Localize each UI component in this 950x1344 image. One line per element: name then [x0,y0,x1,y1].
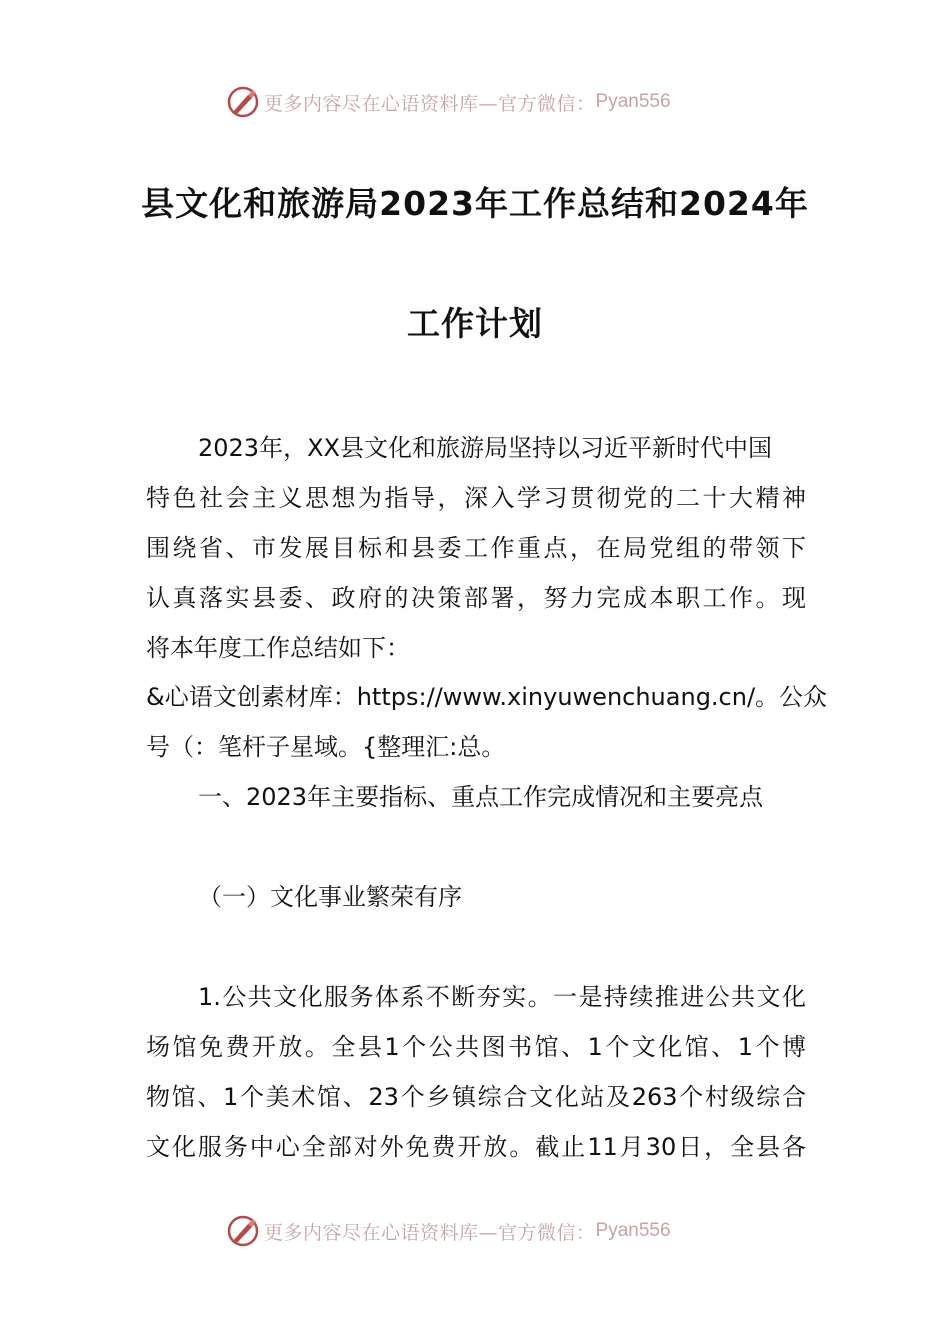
paragraph-line: 场馆免费开放。全县1个公共图书馆、1个文化馆、1个博 [146,1033,806,1061]
paragraph-line: 1.公共文化服务体系不断夯实。一是持续推进公共文化 [198,983,806,1011]
paragraph-line: 将本年度工作总结如下： [146,634,410,662]
subsection-heading: （一）文化事业繁荣有序 [198,883,462,911]
footer-watermark [0,1211,950,1251]
paragraph-line: 围绕省、市发展目标和县委工作重点，在局党组的带领下 [146,534,806,562]
paragraph-line: 2023年，XX县文化和旅游局坚持以习近平新时代中国 [198,434,772,462]
paragraph-line: 物馆、1个美术馆、23个乡镇综合文化站及263个村级综合 [146,1083,806,1111]
watermark-text: 更多内容尽在心语资料库—官方微信： [264,1221,596,1244]
watermark-text: 更多内容尽在心语资料库—官方微信： [264,92,596,115]
paragraph-line: 认真落实县委、政府的决策部署，努力完成本职工作。现 [146,584,806,612]
section-heading: 一、2023年主要指标、重点工作完成情况和主要亮点 [198,783,764,811]
header-watermark [0,82,950,122]
wechat-id: Pyan556 [595,1220,671,1241]
source-note-line: 号（：笔杆子星域。{整理汇:总。 [146,733,506,761]
paragraph-line: 文化服务中心全部对外免费开放。截止11月30日，全县各 [146,1133,806,1161]
pen-logo-icon [226,1214,260,1248]
pen-logo-icon [226,85,260,119]
source-note-line: &心语文创素材库：https://www.xinyuwenchuang.cn/。公众 [146,683,828,711]
wechat-id: Pyan556 [595,91,671,112]
paragraph-line: 特色社会主义思想为指导，深入学习贯彻党的二十大精神 [146,484,806,512]
document-title-line-2: 工作计划 [407,304,543,343]
document-title-line-1: 县文化和旅游局2023年工作总结和2024年 [141,184,809,223]
